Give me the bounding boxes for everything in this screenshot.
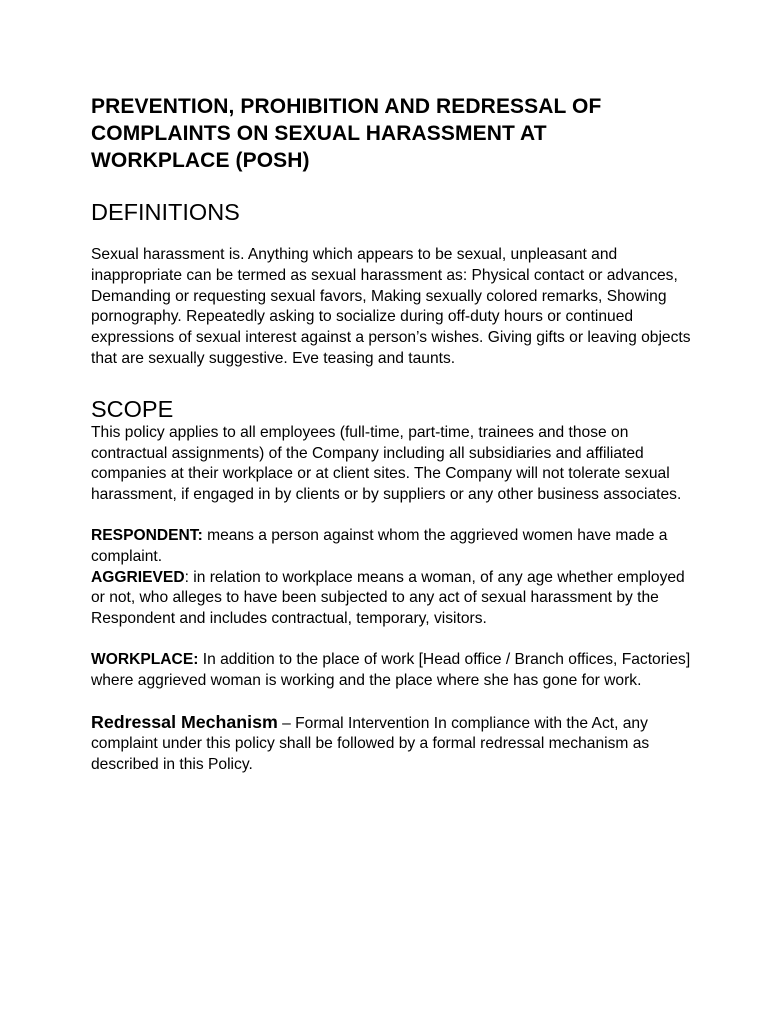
- scope-heading: SCOPE: [91, 395, 174, 422]
- redressal-mechanism-text: – Formal Intervention In compliance with the Act, any complaint under this policy shall be followed by a formal redressal mechanism as described in this Policy.: [91, 714, 650, 774]
- workplace-text: In addition to the place of work [Head office / Branch offices, Factories] where aggrieved woman is working and the place where she has gone for work.: [91, 650, 691, 689]
- aggrieved-text: : in relation to workplace means a woman, of any age whether employed or not, who alleges to have been subjected to any act of sexual harassment by the Respondent and includes contractual, temporary, visitors.: [91, 568, 685, 628]
- definitions-paragraph: Sexual harassment is. Anything which appears to be sexual, unpleasant and inappropriate can be termed as sexual harassment as: Physical contact or advances, Demanding or requesting sexual favors, Making sexually colored remarks, Showing pornography. Repeatedly asking to socialize during off-duty hours or continued expressions of sexual interest against a person’s wishes. Giving gifts or leaving objects that are sexually suggestive. Eve teasing and taunts.: [91, 246, 691, 367]
- respondent-text: means a person against whom the aggrieved women have made a complaint.: [91, 526, 668, 565]
- workplace-term: WORKPLACE:: [91, 650, 199, 668]
- document-title: PREVENTION, PROHIBITION AND REDRESSAL OF COMPLAINTS ON SEXUAL HARASSMENT AT WORKPLACE (POSH): [91, 95, 602, 172]
- redressal-mechanism-term: Redressal Mechanism: [91, 711, 278, 732]
- definitions-heading: DEFINITIONS: [91, 199, 240, 225]
- redressal-mechanism-paragraph: [91, 712, 691, 776]
- document-page: [91, 93, 691, 776]
- aggrieved-definition: [91, 568, 691, 630]
- workplace-definition: [91, 650, 691, 692]
- respondent-definition: [91, 526, 691, 568]
- respondent-term: RESPONDENT:: [91, 526, 203, 544]
- aggrieved-term: AGGRIEVED: [91, 568, 185, 586]
- scope-paragraph: This policy applies to all employees (full-time, part-time, trainees and those on contractual assignments) of the Company including all subsidiaries and affiliated companies at their workplace or at client sites. The Company will not tolerate sexual harassment, if engaged in by clients or by suppliers or any other business associates.: [91, 423, 682, 504]
